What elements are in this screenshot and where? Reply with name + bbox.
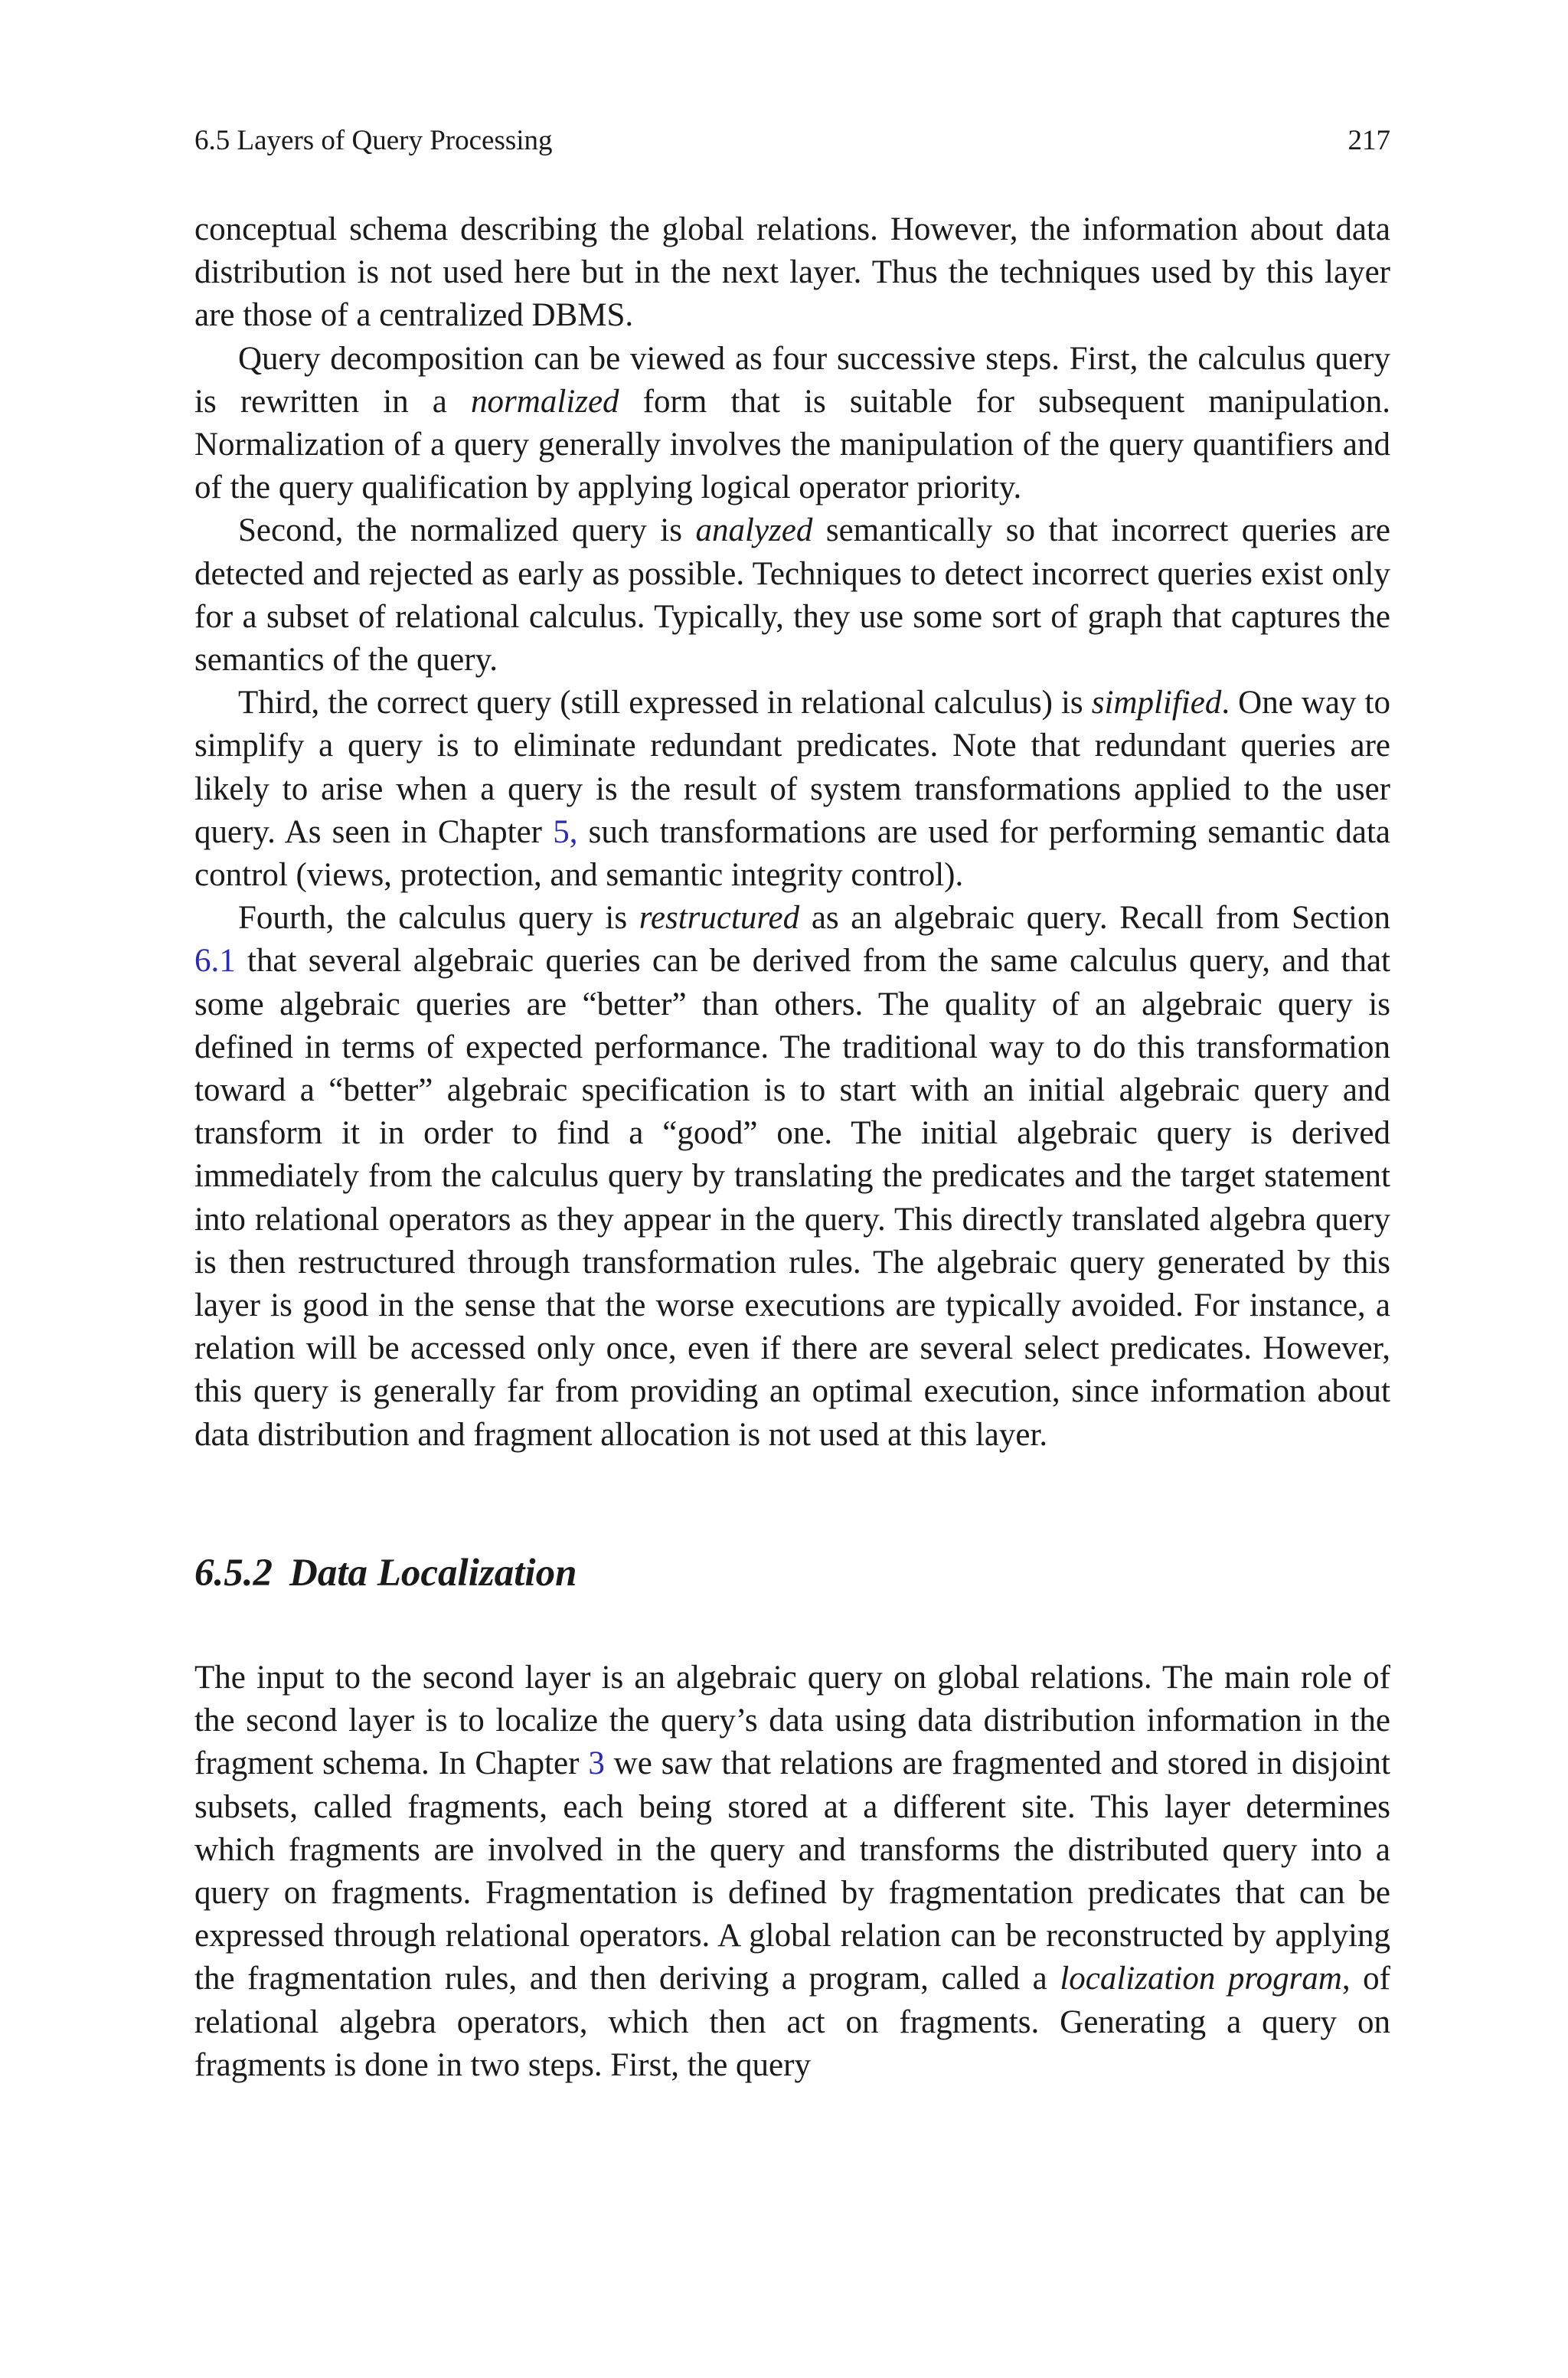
running-head-section: 6.5 Layers of Query Processing [194,125,553,156]
section-6-5-2 [194,1657,1390,2087]
paragraph: Second, the normalized query is analyzed semantically so that incorrect queries are detected and rejected as early as possible. Techniques to detect incorrect queries exist only for a subset of relational calculus. Typically, they use some sort of graph that captures the semantics of the query. [194,512,1390,679]
section-number: 6.5.2 [194,1551,273,1595]
section-link[interactable]: 6.1 [194,943,236,980]
paragraph: Fourth, the calculus query is restructured as an algebraic query. Recall from Section 6.1 that several algebraic queries can be derived from the same calculus query, and that some algebraic queries are “better” than others. The quality of an algebraic query is defined in terms of expected performance. The traditional way to do this transformation toward a “better” algebraic specification is to start with an initial algebraic query and transform it in order to find a “good” one. The initial algebraic query is derived immediately from the calculus query by translating the predicates and the target statement into relational operators as they appear in the query. This directly translated algebra query is then restructured through transformation rules. The algebraic query generated by this layer is good in the sense that the worse executions are typically avoided. For instance, a relation will be accessed only once, even if there are several select predicates. However, this query is generally far from providing an optimal execution, since information about data distribution and fragment allocation is not used at this layer. [194,900,1391,1453]
section-heading [194,1550,1390,1596]
paragraph: conceptual schema describing the global relations. However, the information about data distribution is not used here but in the next layer. Thus the techniques used by this layer are those of a centralized DBMS. [194,211,1390,334]
emphasis-term: analyzed [695,512,813,549]
book-page [194,123,1390,2087]
paragraph: The input to the second layer is an algebraic query on global relations. The main role of the second layer is to localize the query’s data using data distribution information in the fragment schema. In Chapter 3 we saw that relations are fragmented and stored in disjoint subsets, called fragments, each being stored at a different site. This layer determines which fragments are involved in the query and transforms the distributed query into a query on fragments. Fragmentation is defined by fragmentation predicates that can be expressed through relational operators. A global relation can be reconstructed by applying the fragmentation rules, and then deriving a program, called a localization program, of relational algebra operators, which then act on fragments. Generating a query on fragments is done in two steps. First, the query [194,1659,1390,2083]
emphasis-term: simplified [1091,685,1222,721]
chapter-link[interactable]: 3 [588,1745,605,1782]
emphasis-term: localization program [1060,1961,1342,1997]
section-title: Data Localization [289,1551,577,1595]
emphasis-term: normalized [471,383,619,420]
paragraph: Third, the correct query (still expressed in relational calculus) is simplified. One way to simplify a query is to eliminate redundant predicates. Note that redundant queries are likely to arise when a query is the result of system transformations applied to the user query. As seen in Chapter 5, such transformations are used for performing semantic data control (views, protection, and semantic integrity control). [194,685,1390,894]
paragraph: Query decomposition can be viewed as four successive steps. First, the calculus query is rewritten in a normalized form that is suitable for subsequent manipulation. Normalization of a query generally involves the manipulation of the query quantifiers and of the query qualification by applying logical operator priority. [194,340,1390,506]
section-6-5-1-continued [194,208,1390,1457]
running-head [194,123,1390,159]
chapter-link[interactable]: 5, [553,813,578,850]
page-number: 217 [1348,125,1390,156]
emphasis-term: restructured [639,900,800,937]
